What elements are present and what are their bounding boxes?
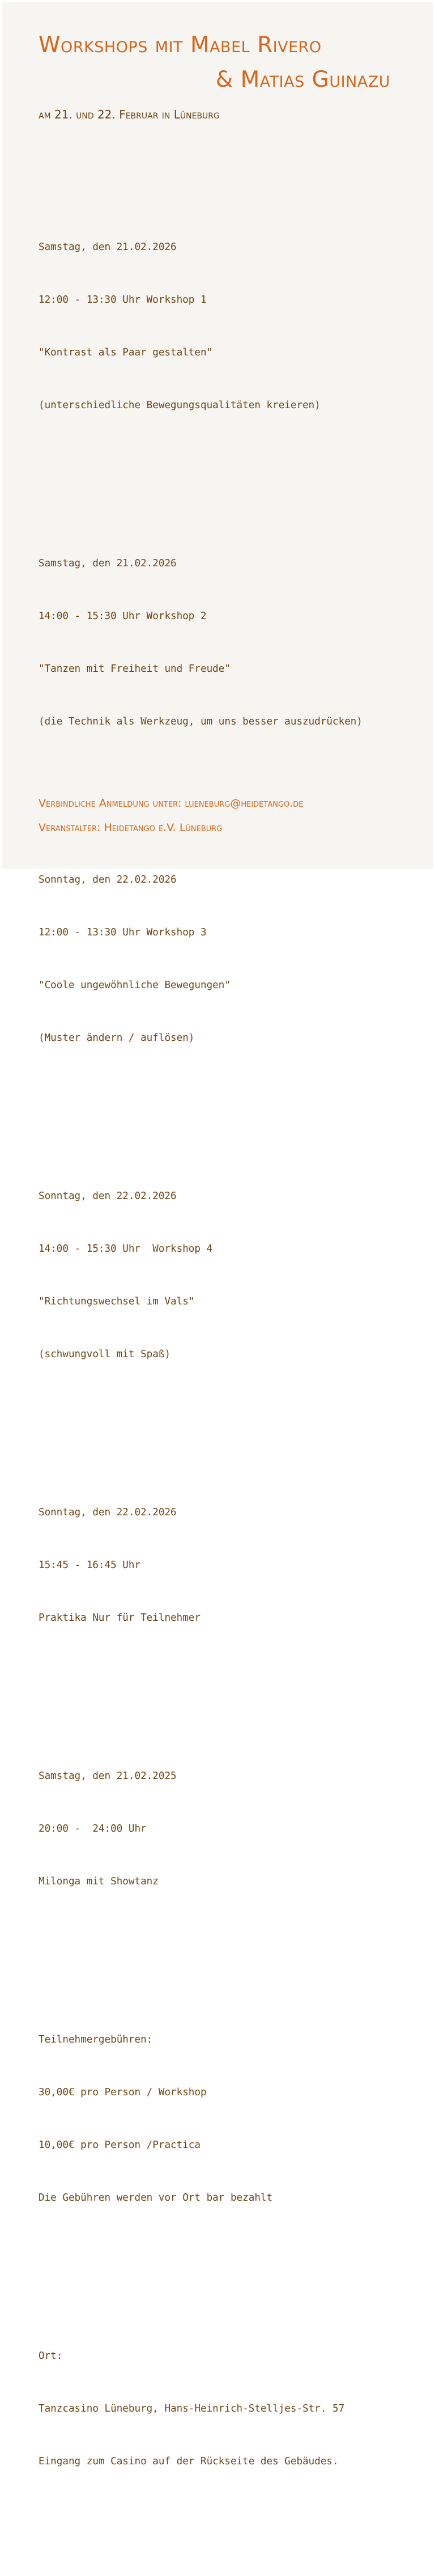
schedule-note: (die Technik als Werkzeug, um uns besser auszudrücken) bbox=[39, 716, 362, 727]
schedule-time: 14:00 - 15:30 Uhr Workshop 2 bbox=[39, 611, 207, 622]
schedule-time: 12:00 - 13:30 Uhr Workshop 1 bbox=[39, 294, 207, 306]
schedule-title: "Coole ungewöhnliche Bewegungen" bbox=[39, 980, 231, 991]
schedule-time: 12:00 - 13:30 Uhr Workshop 3 bbox=[39, 927, 207, 938]
schedule-item-practica bbox=[39, 1469, 362, 1662]
schedule-item-workshop-2 bbox=[39, 520, 362, 766]
schedule-item-workshop-1 bbox=[39, 204, 362, 450]
schedule-title: "Tanzen mit Freiheit und Freude" bbox=[39, 663, 231, 675]
schedule-title: Praktika Nur für Teilnehmer bbox=[39, 1612, 201, 1624]
location-entrance: Eingang zum Casino auf der Rückseite des Gebäudes. bbox=[39, 2456, 339, 2467]
schedule-note: (schwungvoll mit Spaß) bbox=[39, 1349, 171, 1360]
schedule-item-milonga bbox=[39, 1732, 362, 1926]
fee-practica: 10,00€ pro Person /Practica bbox=[39, 2139, 201, 2151]
location-section bbox=[39, 2312, 362, 2506]
schedule-date: Samstag, den 21.02.2025 bbox=[39, 1770, 177, 1782]
schedule-item-workshop-3 bbox=[39, 836, 362, 1082]
fee-workshop: 30,00€ pro Person / Workshop bbox=[39, 2087, 207, 2098]
schedule-title: "Kontrast als Paar gestalten" bbox=[39, 347, 213, 358]
location-heading: Ort: bbox=[39, 2350, 63, 2362]
schedule-title: Milonga mit Showtanz bbox=[39, 1876, 159, 1887]
schedule-date: Sonntag, den 22.02.2026 bbox=[39, 874, 177, 886]
fees-heading: Teilnehmergebühren: bbox=[39, 2034, 153, 2045]
schedule-title: "Richtungswechsel im Vals" bbox=[39, 1296, 195, 1307]
title-line-2: & Matias Guinazu bbox=[215, 67, 390, 92]
schedule-time: 14:00 - 15:30 Uhr Workshop 4 bbox=[39, 1243, 213, 1255]
schedule-note: (Muster ändern / auflösen) bbox=[39, 1032, 195, 1044]
location-address: Tanzcasino Lüneburg, Hans-Heinrich-Stelljes-Str. 57 bbox=[39, 2403, 345, 2414]
event-dates-subtitle: am 21. und 22. Februar in Lüneburg bbox=[39, 108, 220, 121]
schedule-body bbox=[39, 151, 362, 2576]
fees-section bbox=[39, 1996, 362, 2242]
fees-payment-note: Die Gebühren werden vor Ort bar bezahlt bbox=[39, 2192, 273, 2204]
schedule-date: Samstag, den 21.02.2026 bbox=[39, 242, 177, 253]
schedule-item-workshop-4 bbox=[39, 1153, 362, 1399]
organizer-info: Veranstalter: Heidetango e.V. Lüneburg bbox=[39, 821, 223, 834]
schedule-date: Sonntag, den 22.02.2026 bbox=[39, 1190, 177, 1202]
schedule-time: 15:45 - 16:45 Uhr bbox=[39, 1560, 141, 1571]
registration-info: Verbindliche Anmeldung unter: lueneburg@heidetango.de bbox=[39, 797, 304, 810]
schedule-time: 20:00 - 24:00 Uhr bbox=[39, 1823, 147, 1834]
title-line-1: Workshops mit Mabel Rivero bbox=[39, 32, 322, 58]
flyer-page bbox=[2, 2, 433, 2467]
schedule-date: Samstag, den 21.02.2026 bbox=[39, 558, 177, 569]
schedule-note: (unterschiedliche Bewegungsqualitäten kreieren) bbox=[39, 400, 321, 411]
schedule-date: Sonntag, den 22.02.2026 bbox=[39, 1507, 177, 1518]
